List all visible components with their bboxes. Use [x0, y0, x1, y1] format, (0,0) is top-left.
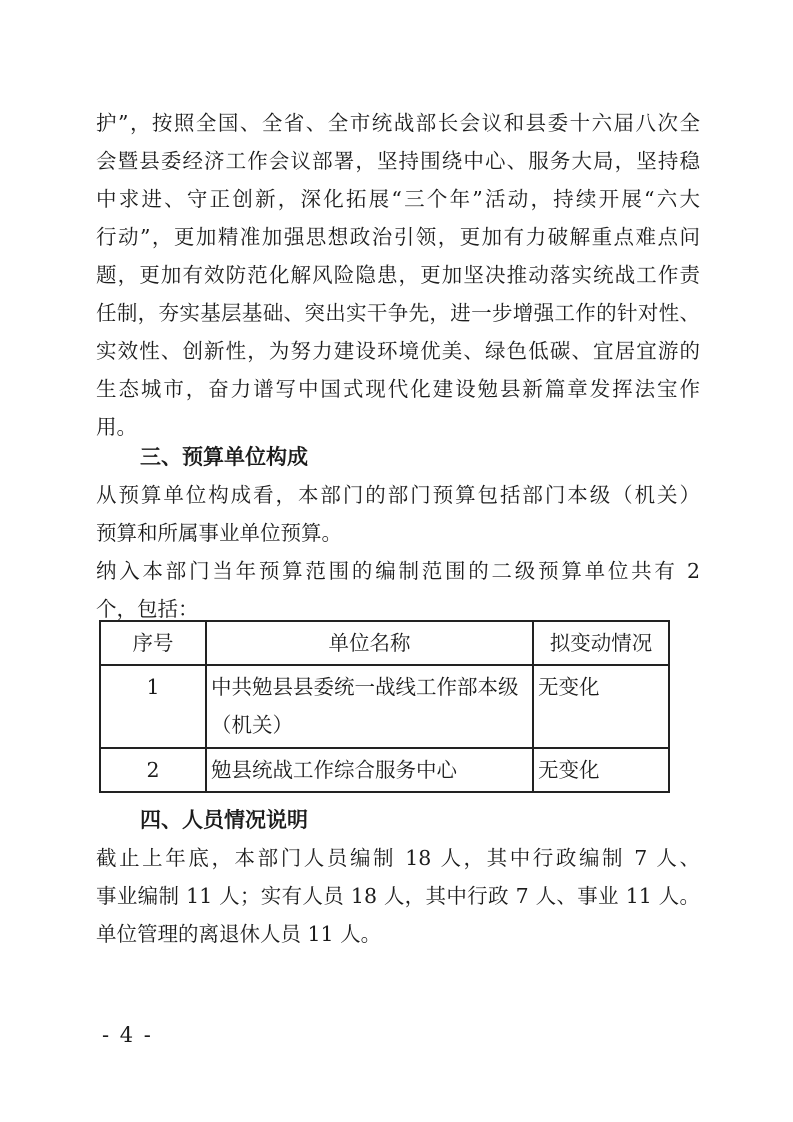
- cell-serial: 1: [100, 665, 206, 748]
- text-line: 会暨县委经济工作会议部署，坚持围绕中心、服务大局，坚持稳: [96, 149, 700, 173]
- text-line: 用。: [96, 415, 137, 439]
- text-line: 纳入本部门当年预算范围的编制范围的二级预算单位共有 2: [96, 559, 700, 583]
- table-header-serial: 序号: [100, 621, 206, 665]
- table-row: [100, 665, 669, 748]
- text-line: 题，更加有效防范化解风险隐患，更加坚决推动落实统战工作责: [96, 263, 700, 287]
- cell-unit-name: 中共勉县县委统一战线工作部本级（机关）: [206, 665, 533, 748]
- text-body: [96, 104, 700, 953]
- text-line: 中求进、守正创新，深化拓展“三个年”活动，持续开展“六大: [96, 187, 700, 211]
- text-line: 截止上年底，本部门人员编制 18 人，其中行政编制 7 人、: [96, 846, 700, 870]
- paragraph-work-plan: [96, 104, 700, 446]
- section-heading-budget-units: 三、预算单位构成: [140, 445, 308, 469]
- paragraph-unit-count: [96, 552, 700, 628]
- text-line: 实效性、创新性，为努力建设环境优美、绿色低碳、宜居宜游的: [96, 339, 700, 363]
- cell-unit-name: 勉县统战工作综合服务中心: [206, 748, 533, 792]
- table-header-change-status: 拟变动情况: [533, 621, 669, 665]
- text-line: 任制，夯实基层基础、突出实干争先，进一步增强工作的针对性、: [96, 301, 700, 325]
- budget-units-table: [99, 620, 670, 793]
- cell-change-status: 无变化: [533, 665, 669, 748]
- cell-serial: 2: [100, 748, 206, 792]
- table-row: [100, 748, 669, 792]
- text-line: 护”，按照全国、全省、全市统战部长会议和县委十六届八次全: [96, 111, 700, 135]
- section-heading-staff: 四、人员情况说明: [140, 808, 308, 832]
- text-line: 预算和所属事业单位预算。: [96, 521, 342, 545]
- text-line: 行动”，更加精准加强思想政治引领，更加有力破解重点难点问: [96, 225, 700, 249]
- paragraph-budget-composition: [96, 476, 700, 552]
- paragraph-staffing: [96, 839, 700, 953]
- table-header-unit-name: 单位名称: [206, 621, 533, 665]
- text-line: 单位管理的离退休人员 11 人。: [96, 922, 382, 946]
- text-line: 生态城市，奋力谱写中国式现代化建设勉县新篇章发挥法宝作: [96, 377, 700, 401]
- text-line: 事业编制 11 人；实有人员 18 人，其中行政 7 人、事业 11 人。: [96, 884, 700, 908]
- text-line: 从预算单位构成看，本部门的部门预算包括部门本级（机关）: [96, 483, 700, 507]
- text-line: 个，包括：: [96, 597, 199, 621]
- page-number: - 4 -: [102, 1023, 153, 1047]
- cell-change-status: 无变化: [533, 748, 669, 792]
